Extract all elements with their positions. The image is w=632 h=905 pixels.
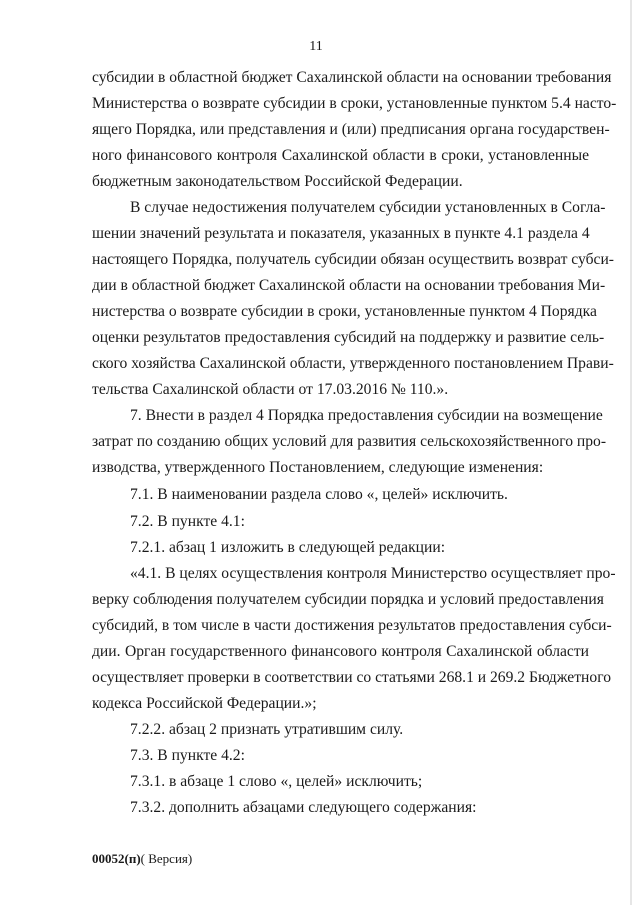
text-line: 7.2. В пункте 4.1: <box>130 513 245 530</box>
text-line: изводства, утвержденного Постановлением, следующие изменения: <box>92 459 544 476</box>
footer-version: ( Версия) <box>140 851 193 866</box>
text-line: тельства Сахалинской области от 17.03.2016 № 110.». <box>92 381 449 398</box>
text-line: осуществляет проверки в соответствии со статьями 268.1 и 269.2 Бюджетного <box>92 669 611 686</box>
footer-code: 00052(п) <box>92 851 141 866</box>
text-line: «4.1. В целях осуществления контроля Министерство осуществляет про- <box>130 565 616 582</box>
text-line: 7.2.2. абзац 2 признать утратившим силу. <box>130 721 404 738</box>
text-line: ного финансового контроля Сахалинской области в сроки, установленные <box>92 147 589 164</box>
text-line: верку соблюдения получателем субсидии порядка и условий предоставления <box>92 591 604 608</box>
text-line: ящего Порядка, или представления и (или) предписания органа государствен- <box>92 121 610 138</box>
text-line: 7.2.1. абзац 1 изложить в следующей редакции: <box>130 539 446 556</box>
text-line: субсидий, в том числе в части достижения результатов предоставления субси- <box>92 617 612 634</box>
text-line: настоящего Порядка, получатель субсидии обязан осуществить возврат субси- <box>92 251 614 268</box>
text-line: 7.3.1. в абзаце 1 слово «, целей» исключить; <box>130 773 423 790</box>
text-line: В случае недостижения получателем субсидии установленных в Согла- <box>130 199 606 216</box>
text-line: 7.3.2. дополнить абзацами следующего содержания: <box>130 799 477 816</box>
text-line: Министерства о возврате субсидии в сроки, установленные пунктом 5.4 насто- <box>92 95 617 112</box>
document-footer <box>92 851 192 867</box>
text-line: 7.1. В наименовании раздела слово «, целей» исключить. <box>130 486 508 503</box>
text-line: нистерства о возврате субсидии в сроки, установленные пунктом 4 Порядка <box>92 303 597 320</box>
text-line: 7. Внести в раздел 4 Порядка предоставления субсидии на возмещение <box>130 407 603 424</box>
text-line: оценки результатов предоставления субсидий на поддержку и развитие сель- <box>92 329 605 346</box>
text-line: субсидии в областной бюджет Сахалинской области на основании требования <box>92 69 612 86</box>
page-number: 11 <box>309 39 323 54</box>
text-line: шении значений результата и показателя, указанных в пункте 4.1 раздела 4 <box>92 225 590 242</box>
text-line: бюджетным законодательством Российской Федерации. <box>92 173 463 190</box>
text-line: дии. Орган государственного финансового контроля Сахалинской области <box>92 643 589 660</box>
text-line: затрат по созданию общих условий для развития сельскохозяйственного про- <box>92 433 607 450</box>
text-line: кодекса Российской Федерации.»; <box>92 695 317 712</box>
text-line: 7.3. В пункте 4.2: <box>130 747 245 764</box>
text-line: дии в областной бюджет Сахалинской области на основании требования Ми- <box>92 277 606 294</box>
text-line: ского хозяйства Сахалинской области, утвержденного постановлением Прави- <box>92 355 614 372</box>
